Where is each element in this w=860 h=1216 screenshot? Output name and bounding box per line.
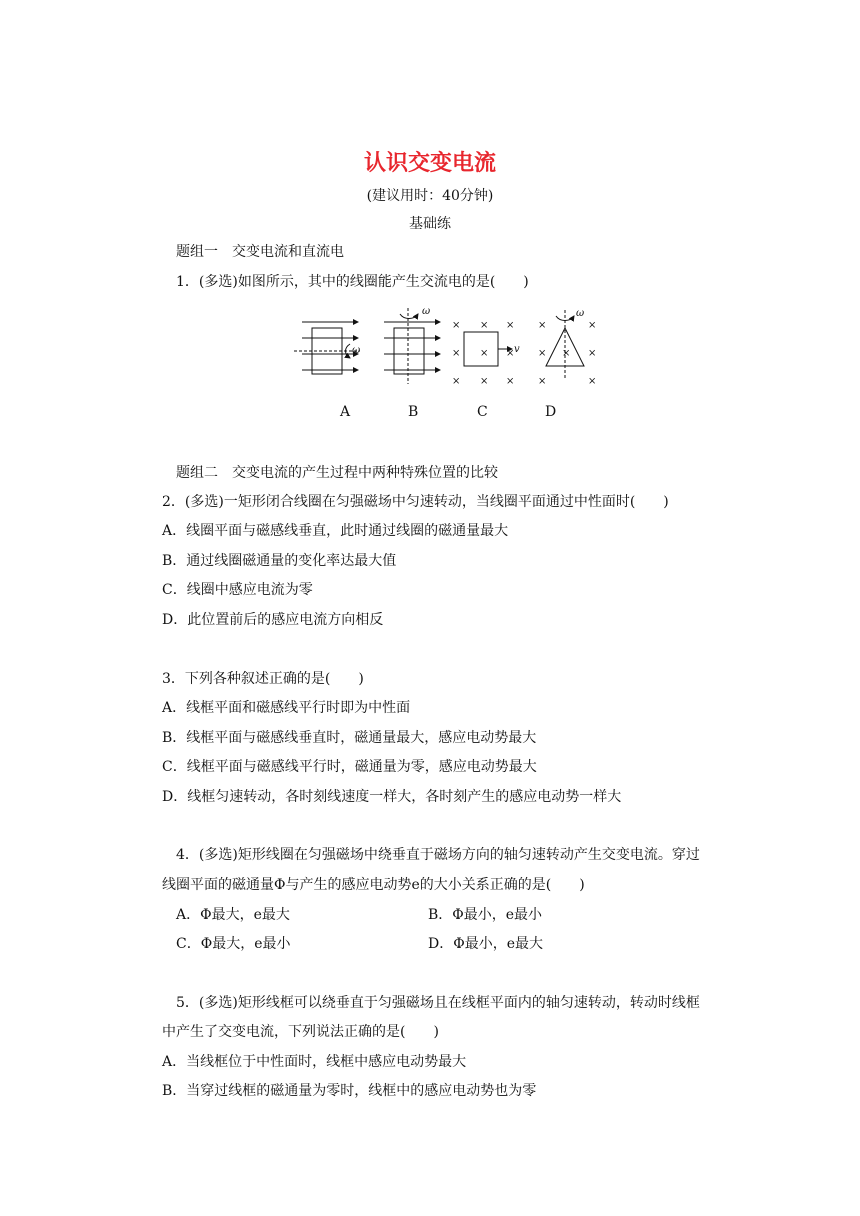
omega-symbol-b: ω	[422, 306, 431, 317]
group1-heading: 题组一 交变电流和直流电	[176, 244, 344, 260]
q2-option-d: D．此位置前后的感应电流方向相反	[162, 612, 384, 628]
svg-text:×: ×	[480, 376, 489, 387]
q5-option-a: A．当线框位于中性面时，线框中感应电动势最大	[162, 1054, 467, 1070]
q4-stem-line2: 线圈平面的磁通量Φ与产生的感应电动势e的大小关系正确的是( )	[162, 877, 585, 893]
figure-label-d: D	[545, 404, 557, 420]
q5-stem-line1: 5．(多选)矩形线框可以绕垂直于匀强磁场且在线框平面内的轴匀速转动，转动时线框	[176, 995, 700, 1011]
q3-option-a: A．线框平面和磁感线平行时即为中性面	[162, 700, 411, 716]
svg-text:×: ×	[506, 320, 515, 331]
subtitle: (建议用时：40分钟)	[366, 188, 494, 204]
q4-option-b: B．Φ最小，e最小	[428, 907, 543, 923]
svg-text:×: ×	[538, 348, 547, 359]
q3-stem: 3．下列各种叙述正确的是( )	[162, 671, 364, 687]
svg-text:×: ×	[588, 348, 597, 359]
q5-option-b: B．当穿过线框的磁通量为零时，线框中的感应电动势也为零	[162, 1083, 537, 1099]
svg-text:×: ×	[506, 376, 515, 387]
q4-option-a: A．Φ最大，e最大	[176, 907, 290, 923]
figure-label-b: B	[408, 404, 419, 420]
page-title: 认识交变电流	[363, 151, 496, 176]
group2-heading: 题组二 交变电流的产生过程中两种特殊位置的比较	[176, 465, 498, 481]
figure-a	[294, 322, 360, 374]
svg-text:×: ×	[506, 348, 515, 359]
q3-option-c: C．线框平面与磁感线平行时，磁通量为零，感应电动势最大	[162, 759, 537, 775]
svg-text:×: ×	[538, 376, 547, 387]
section-heading: 基础练	[409, 216, 451, 232]
q4-option-c: C．Φ最大，e最小	[176, 936, 291, 952]
velocity-symbol: v	[514, 344, 520, 355]
q1-stem: 1．(多选)如图所示，其中的线圈能产生交流电的是( )	[176, 274, 529, 290]
q4-option-d: D．Φ最小，e最大	[428, 936, 543, 952]
figure-c	[452, 320, 514, 387]
q2-option-a: A．线圈平面与磁感线垂直，此时通过线圈的磁通量最大	[162, 523, 509, 539]
svg-text:×: ×	[588, 376, 597, 387]
svg-text:×: ×	[452, 348, 461, 359]
svg-text:×: ×	[480, 348, 489, 359]
q4-stem-line1: 4．(多选)矩形线圈在匀强磁场中绕垂直于磁场方向的轴匀速转动产生交变电流。穿过	[176, 847, 700, 863]
figure-b	[384, 308, 440, 384]
svg-text:×: ×	[452, 320, 461, 331]
q5-stem-line2: 中产生了交变电流，下列说法正确的是( )	[162, 1024, 439, 1040]
svg-text:×: ×	[588, 320, 597, 331]
svg-text:×: ×	[452, 376, 461, 387]
figure-label-c: C	[477, 404, 488, 420]
figure-d	[538, 320, 596, 387]
q2-option-b: B．通过线圈磁通量的变化率达最大值	[162, 553, 397, 569]
q3-option-b: B．线框平面与磁感线垂直时，磁通量最大，感应电动势最大	[162, 730, 537, 746]
omega-symbol-a: ω	[352, 345, 361, 356]
omega-symbol-d: ω	[576, 308, 585, 319]
svg-text:×: ×	[562, 348, 571, 359]
q1-figure	[290, 306, 610, 426]
svg-text:×: ×	[538, 320, 547, 331]
q3-option-d: D．线框匀速转动，各时刻线速度一样大，各时刻产生的感应电动势一样大	[162, 789, 622, 805]
q2-option-c: C．线圈中感应电流为零	[162, 582, 313, 598]
q2-stem: 2．(多选)一矩形闭合线圈在匀强磁场中匀速转动，当线圈平面通过中性面时( )	[162, 494, 669, 510]
svg-text:×: ×	[480, 320, 489, 331]
figure-label-a: A	[340, 404, 351, 420]
